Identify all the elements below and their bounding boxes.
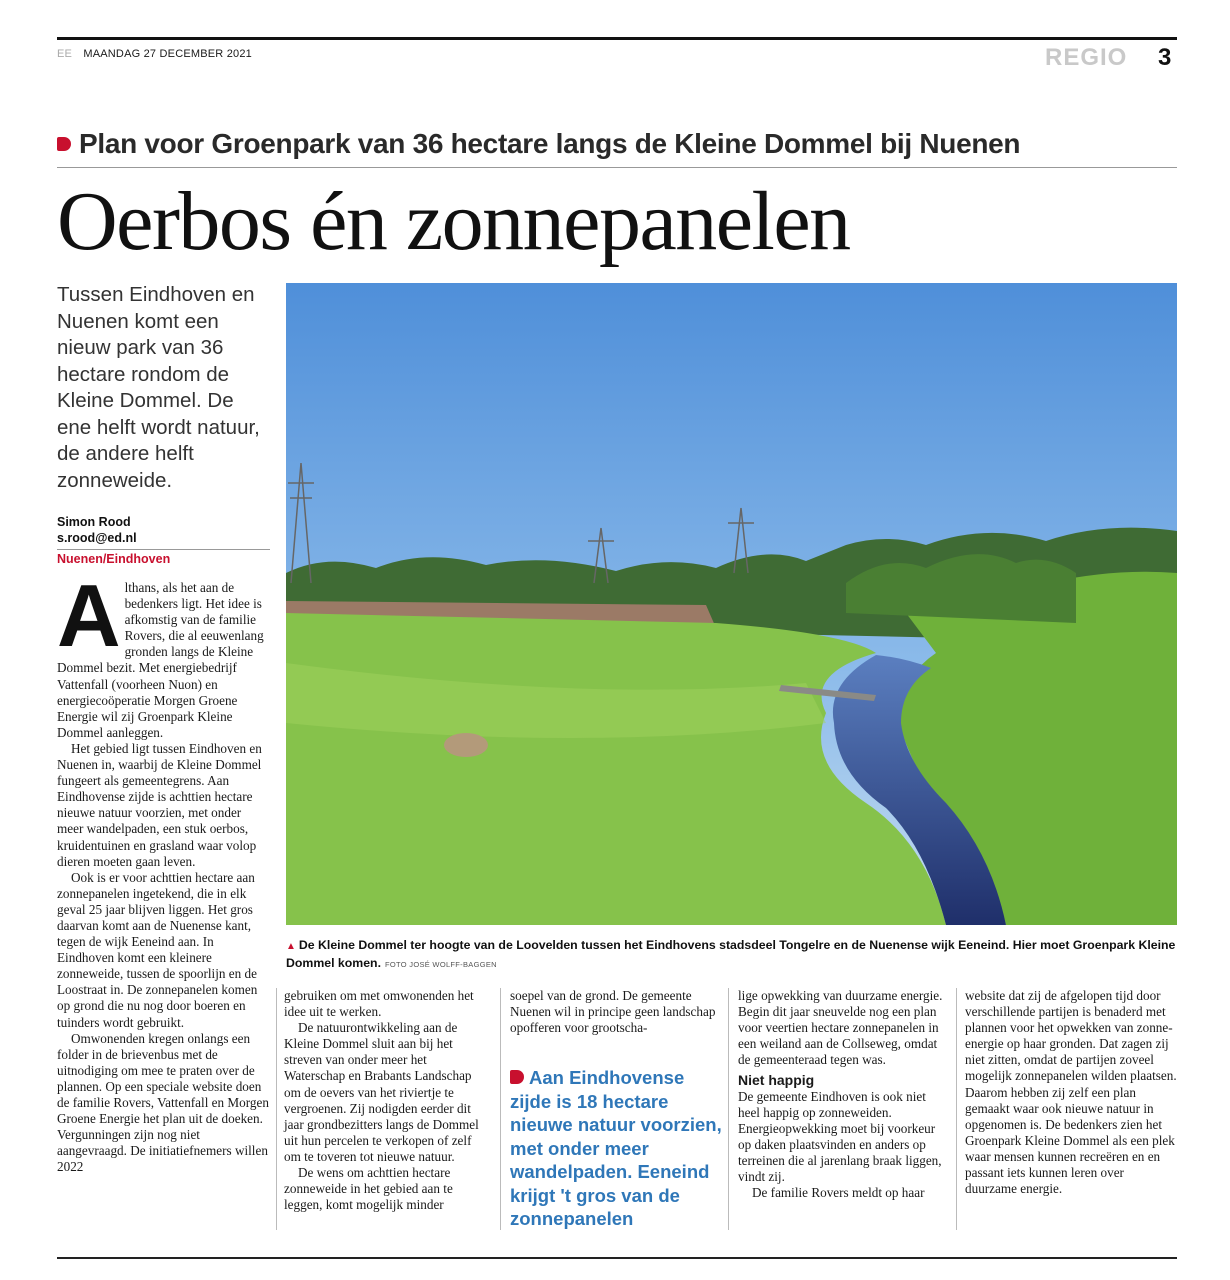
landscape-photo-illustration	[286, 283, 1177, 925]
red-arrow-icon	[57, 137, 71, 151]
text-column-5	[965, 988, 1177, 1197]
paragraph: website dat zij de afgelopen tijd door verschillende partijen is benaderd met plannen voor het opwekken van zonne-energie op haar gronden. Dat zagen zij niet zitten, omdat de partijen zoveel mogelijk zonnepanelen wilden plaatsen. Daarom hebben zij zelf een plan gemaakt waar ook nieuwe natuur in opgenomen is. De bedenkers zien het Groenpark Kleine Dommel als een plek waar mensen kunnen recreëren en en passant iets kunnen leren over duurzame energie.	[965, 988, 1177, 1197]
text-column-2	[284, 988, 488, 1213]
byline-rule	[57, 549, 270, 550]
section-label: REGIO	[1045, 44, 1128, 71]
dateline-place: Nuenen/Eindhoven	[57, 552, 171, 566]
page-header-info	[57, 48, 252, 60]
paragraph: soepel van de grond. De gemeente Nuenen wil in principe geen landschap opofferen voor grootscha-	[510, 988, 716, 1036]
column-divider	[500, 988, 501, 1230]
paragraph: gebruiken om met omwonenden het idee uit te werken.	[284, 988, 474, 1020]
paragraph: lige opwekking van duurzame energie. Begin dit jaar sneuvelde nog een plan voor veertien hectare zonnepanelen in een weiland aan de Collseweg, omdat de gemeenteraad tegen was.	[738, 988, 943, 1068]
author-name: Simon Rood	[57, 515, 131, 529]
column-divider	[728, 988, 729, 1230]
article-photo	[286, 283, 1177, 925]
byline	[57, 514, 137, 546]
text-column-1	[57, 566, 270, 1175]
column-divider	[276, 988, 277, 1230]
kicker-text: Plan voor Groenpark van 36 hectare langs de Kleine Dommel bij Nuenen	[79, 128, 1021, 159]
pull-quote-text: Aan Eindhovense zijde is 18 hectare nieuwe natuur voorzien, met onder meer wandelpaden. Eeneind krijgt 't gros van de zonnepanelen	[510, 1067, 722, 1229]
subheading: Niet happig	[738, 1072, 815, 1089]
red-arrow-icon	[510, 1070, 524, 1084]
edition-code: EE	[57, 48, 73, 60]
text-column-3	[510, 988, 718, 1036]
author-email: s.rood@ed.nl	[57, 531, 137, 545]
photo-credit: FOTO JOSÉ WOLFF-BAGGEN	[384, 960, 497, 969]
kicker-rule	[57, 167, 1177, 168]
caption-triangle-icon: ▲	[286, 941, 296, 952]
publication-date: MAANDAG 27 DECEMBER 2021	[83, 48, 252, 60]
paragraph: lthans, als het aan de bedenkers ligt. Het idee is afkomstig van de familie Rovers, die al eeuwenlang gronden langs de Kleine Dommel bezit. Met energiebedrijf Vattenfall (voorheen Nuon) en energiecoöperatie Morgen Groene Energie wil zij Groenpark Kleine Dommel aanleggen.	[57, 580, 264, 740]
paragraph: De wens om achttien hectare zonneweide in het gebied aan te leggen, komt mogelijk minder	[284, 1165, 453, 1213]
caption-text: De Kleine Dommel ter hoogte van de Loovelden tussen het Eindhovens stadsdeel Tongelre en de Nuenense wijk Eeneind. Hier moet Groenpark Kleine Dommel komen.	[286, 938, 1176, 970]
paragraph: De familie Rovers meldt op haar	[752, 1185, 925, 1201]
photo-caption	[286, 937, 1177, 973]
paragraph: De natuurontwikkeling aan de Kleine Dommel sluit aan bij het streven van onder meer het Waterschap en Brabants Landschap om de oevers van het riviertje te vergroenen. Zij nodigden eerder dit jaar grondbezitters langs de Dommel uit hun percelen te verkopen of zelf om te toveren tot nieuwe natuur.	[284, 1020, 479, 1164]
paragraph: De gemeente Eindhoven is ook niet heel happig op zonneweiden. Energieopwekking moet bij voorkeur op daken plaatsvinden en anders op terreinen die al jarenlang braak liggen, vindt zij.	[738, 1088, 942, 1185]
pull-quote	[510, 1066, 725, 1231]
paragraph: Het gebied ligt tussen Eindhoven en Nuenen in, waarbij de Kleine Dommel fungeert als gemeentegrens. Aan Eindhovense zijde is achttien hectare nieuwe natuur voorzien, met onder meer wandelpaden, een stuk oerbos, kruidentuinen en grasland waar volop dieren moeten gaan leven.	[57, 740, 262, 869]
page-number: 3	[1158, 44, 1172, 71]
paragraph: Omwonenden kregen onlangs een folder in de brievenbus met de uitnodiging om mee te praten over de plannen. Op een speciale website doen de familie Rovers, Vattenfall en Morgen Groene Energie het plan uit de doeken. Vergunningen zijn nog niet aangevraagd. De initiatiefnemers willen 2022	[57, 1030, 269, 1175]
top-rule	[57, 37, 1177, 40]
column-divider	[956, 988, 957, 1230]
drop-cap: A	[57, 566, 121, 665]
article-headline: Oerbos én zonnepanelen	[57, 175, 850, 268]
text-column-4	[738, 988, 948, 1201]
article-kicker	[57, 128, 1020, 160]
article-intro: Tussen Eindhoven en Nuenen komt een nieuw park van 36 hectare rondom de Kleine Dommel. De ene helft wordt natuur, de andere helft zonneweide.	[57, 283, 260, 492]
bottom-rule	[57, 1257, 1177, 1259]
paragraph: Ook is er voor achttien hectare aan zonnepanelen ingetekend, die in elk geval 25 jaar blijven liggen. Het gros daarvan komt aan de Nuenense kant, tegen de wijk Eeneind aan. In Eindhoven komt een kleinere zonneweide, tussen de spoorlijn en de Loostraat in. De zonnepanelen komen op grond die nu nog door boeren en tuinders wordt gebruikt.	[57, 869, 258, 1030]
